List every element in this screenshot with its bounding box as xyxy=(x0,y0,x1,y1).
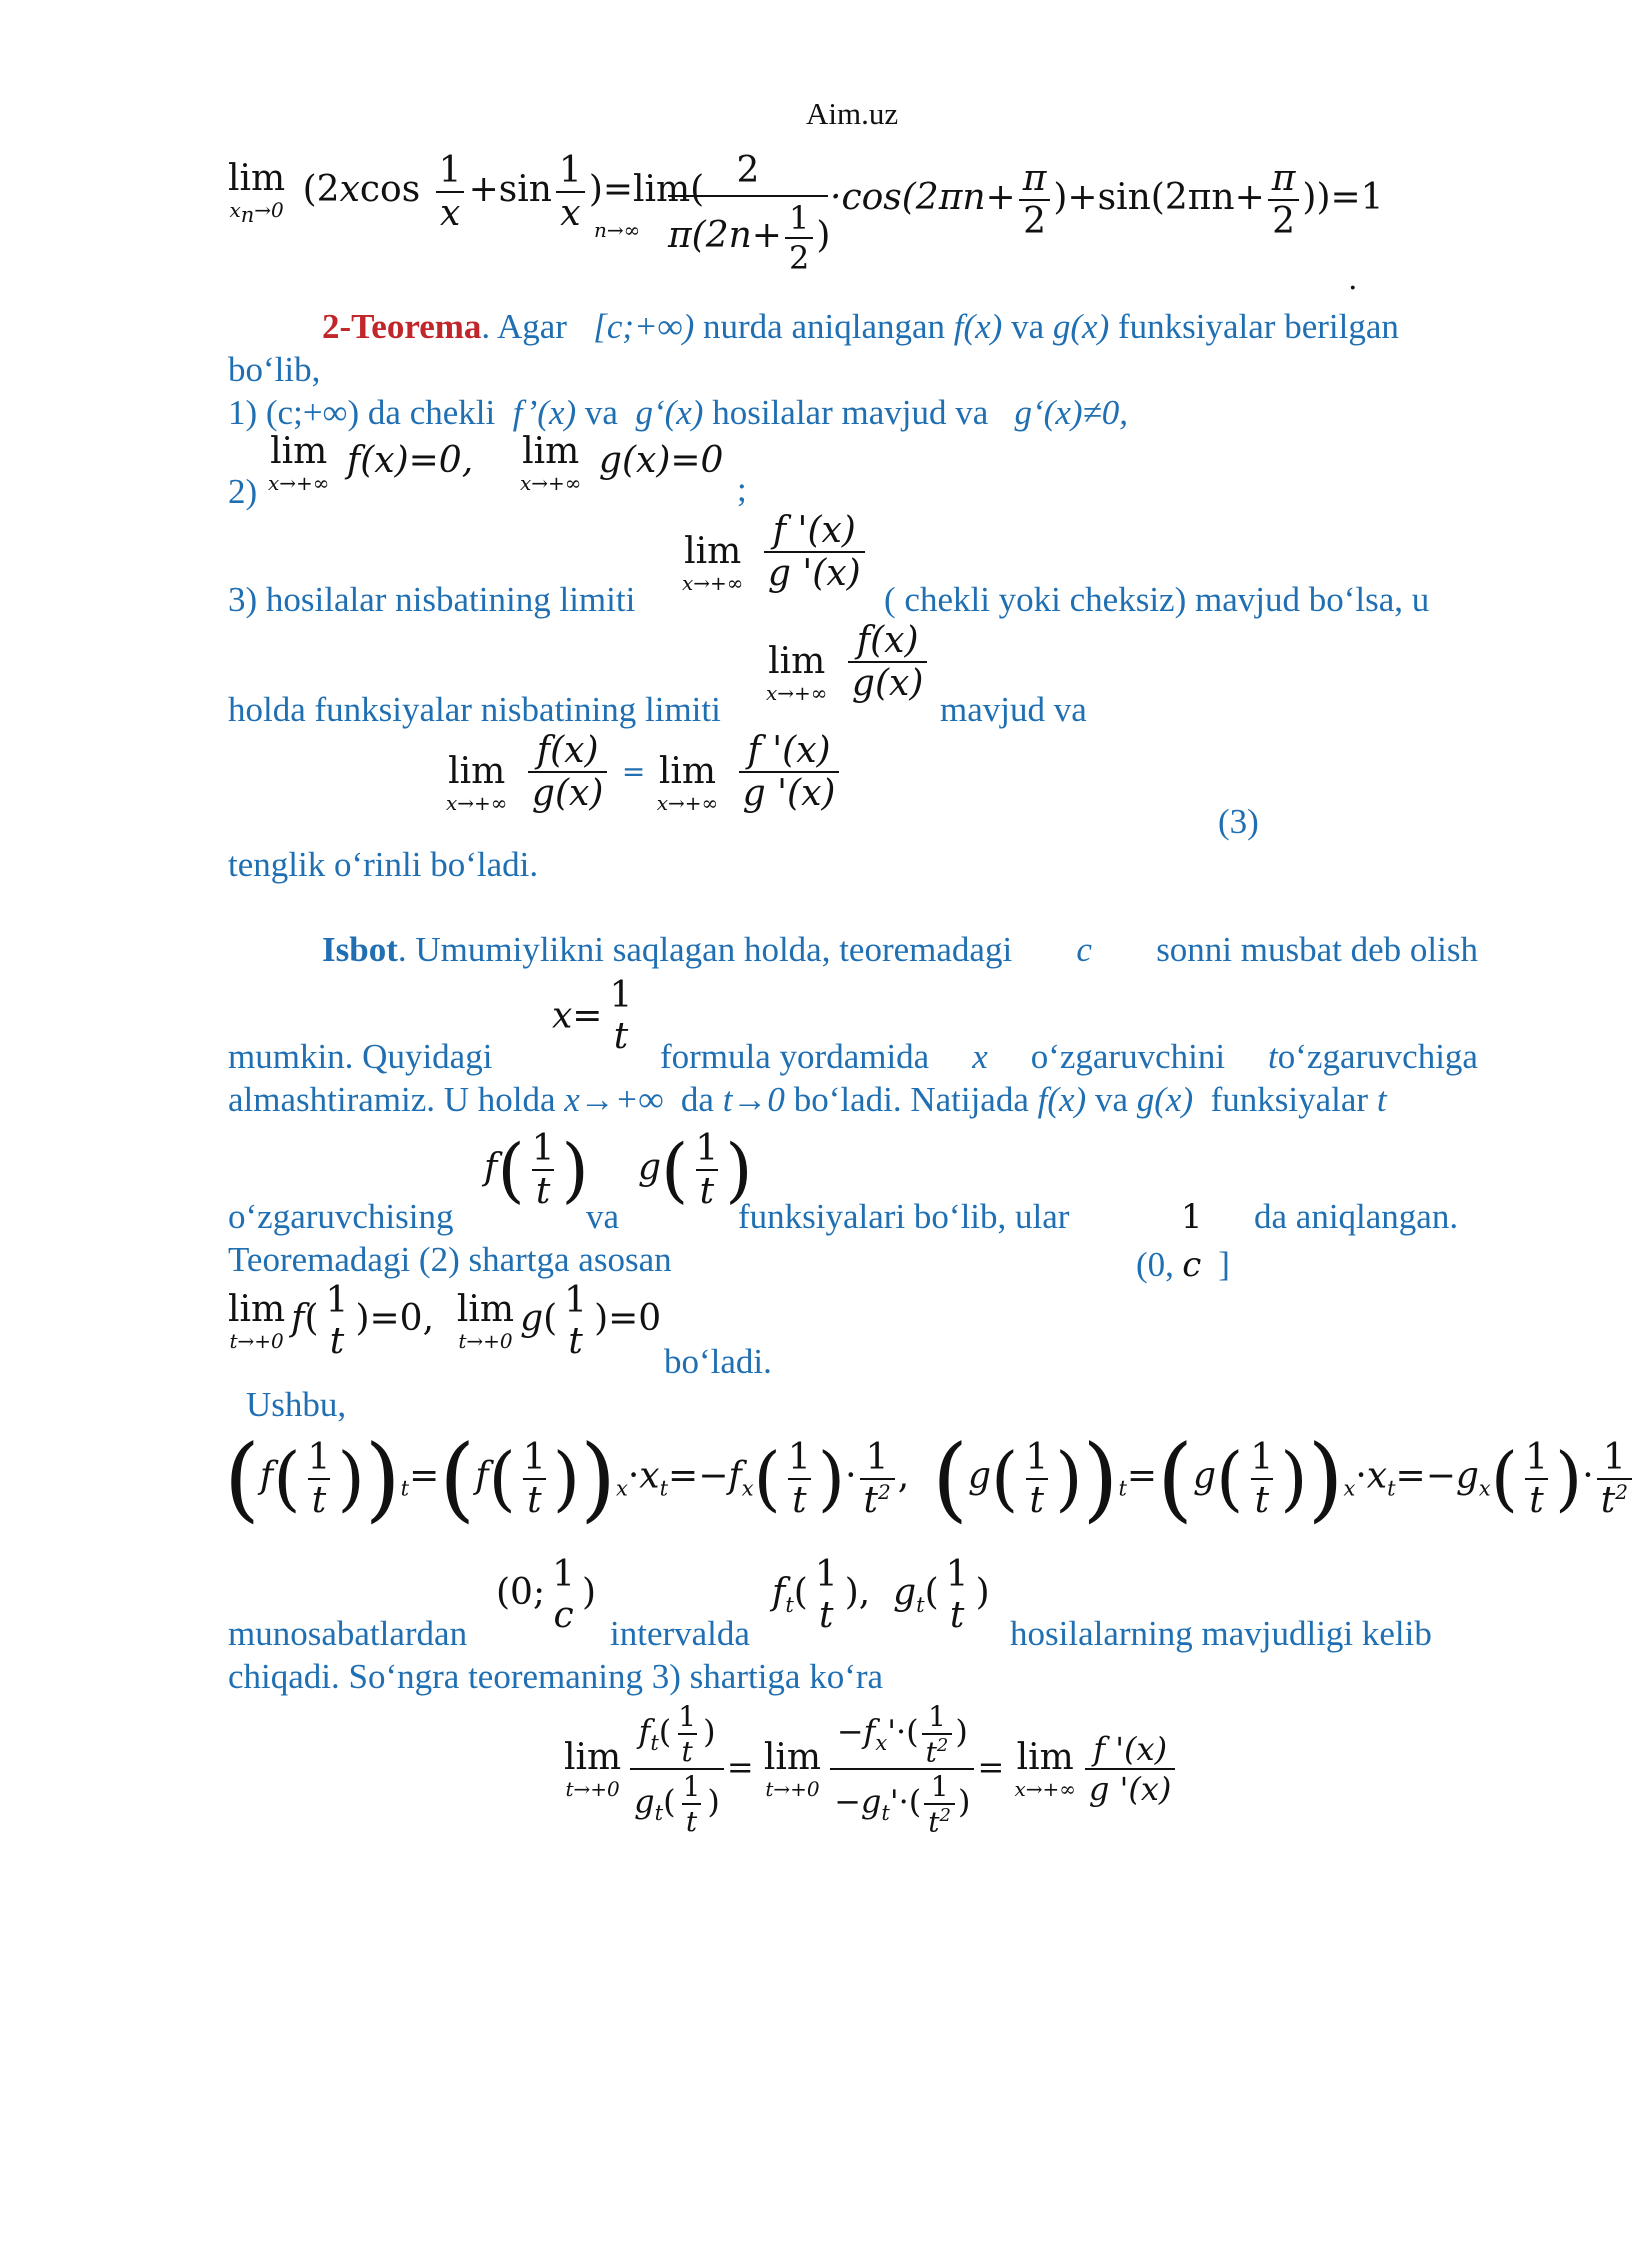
limit-function-ratio: lim x→+∞ $\frac{f(x)}{g(x)}$ xyxy=(766,620,930,704)
proof-line-9: chiqadi. So‘ngra teoremaning 3) shartiga ko‘ra xyxy=(228,1657,884,1696)
g-of-1-over-t: g( $\frac{1}{t}$ ) xyxy=(638,1128,753,1212)
fraction-2-over-pi: 2 π(2n+ $\frac{1}{2}$ ) xyxy=(668,150,831,277)
condition-4-text-a: holda funksiyalar nisbatining limiti xyxy=(228,690,721,729)
theorem-line-2: bo‘lib, xyxy=(228,350,321,389)
substitution-x-equals-1-over-t: x= 1 t xyxy=(552,975,633,1057)
proof-line-5: Teoremadagi (2) shartga asosan xyxy=(228,1240,672,1279)
final-limit-formula: lim t→+0 $f_t$( $\frac{1}{t}$ ) $g_t$( $\frac{1}{t}$ ) = lim t→+0 $-f_x'\cdot$( $\frac{1}{t^2}$ ) $-g_t'\cdot$( $\frac{1}{t^2}$ ) = lim x→+∞ $\frac{f '(x)}{g '(x)}$ xyxy=(564,1700,1178,1839)
proof-line-4a: o‘zgaruvchising xyxy=(228,1197,454,1236)
condition-1: 1) (c;+∞) da chekli f’(x) va g‘(x) hosilalar mavjud va g‘(x)≠0, xyxy=(228,393,1128,432)
theorem-line-1: 2-Teorema. Agar [c;+∞) nurda aniqlangan f(x) va g(x) funksiyalar berilgan xyxy=(322,307,1399,346)
limits-at-zero: lim t→+0 f( 1 t )=0, lim t→+0 g( 1 t )=0 xyxy=(228,1280,662,1362)
lim-operator: lim xn→0 xyxy=(228,157,286,227)
proof-line-2a: mumkin. Quyidagi xyxy=(228,1037,493,1076)
condition-2-formula: lim x→+∞ f(x)=0, xyxy=(268,431,474,495)
proof-title: Isbot xyxy=(322,930,398,969)
limit-derivative-ratio: lim x→+∞ $\frac{f '(x)}{g '(x)}$ xyxy=(682,510,868,594)
theorem-conclusion: tenglik o‘rinli bo‘ladi. xyxy=(228,845,539,884)
derivatives-ft-gt: $f_t$( 1 t ), $g_t$( 1 t ) xyxy=(772,1554,990,1636)
proof-line-4d: da aniqlangan. xyxy=(1254,1197,1459,1236)
site-header: Aim.uz xyxy=(806,96,899,131)
proof-line-7: Ushbu, xyxy=(246,1385,347,1424)
lim-n-subscript: n→∞ xyxy=(594,218,641,242)
condition-2-label: 2) xyxy=(228,472,258,511)
fraction-one-over-x-2: $\frac{1}{x}$ xyxy=(555,150,586,234)
theorem-title: 2-Teorema xyxy=(322,307,482,346)
condition-3-text-b: ( chekli yoki cheksiz) mavjud bo‘lsa, u xyxy=(884,580,1430,619)
interval-0-1-over-c: (0, 1 c ] xyxy=(1136,1197,1230,1285)
formula-cos-sin-part: ·cos(2πn+ $\frac{\pi}{2}$ )+sin(2πn+ $\frac{\pi}{2}$ ))=1 xyxy=(830,158,1384,242)
proof-line-2b: formula yordamida x o‘zgaruvchini to‘zgaruvchiga xyxy=(660,1037,1478,1076)
condition-3-text-a: 3) hosilalar nisbatining limiti xyxy=(228,580,636,619)
proof-line-4b: funksiyalari bo‘lib, ular xyxy=(738,1197,1070,1236)
proof-line-6: bo‘ladi. xyxy=(664,1342,772,1381)
formula-limit-example: lim xn→0 (2xcos $\frac{1}{x}$ +sin $\frac{1}{x}$ )=lim( xyxy=(228,150,705,234)
proof-line-8b: intervalda xyxy=(610,1614,750,1653)
proof-line-8a: munosabatlardan xyxy=(228,1614,468,1653)
condition-2-formula-g: lim x→+∞ g(x)=0 xyxy=(520,431,724,495)
proof-line-4-va: va xyxy=(586,1197,620,1236)
proof-line-3: almashtiramiz. U holda x→+∞ da t→0 bo‘ladi. Natijada f(x) va g(x) funksiyalar t xyxy=(228,1080,1387,1119)
interval-0-to-1-over-c: (0; 1 c ) xyxy=(496,1554,597,1636)
formula-dot: . xyxy=(1348,262,1358,297)
f-of-1-over-t: f( $\frac{1}{t}$ ) xyxy=(484,1128,589,1212)
condition-2-semicolon: ; xyxy=(737,470,747,509)
equation-3: lim x→+∞ $\frac{f(x)}{g(x)}$ = lim x→+∞ $\frac{f '(x)}{g '(x)}$ xyxy=(446,730,842,814)
proof-line-8c: hosilalarning mavjudligi kelib xyxy=(1010,1614,1432,1653)
equation-number: (3) xyxy=(1218,802,1259,841)
condition-4-text-b: mavjud va xyxy=(940,690,1087,729)
derivative-chain-formula: (f( $\frac{1}{t}$ ))$_t=(f$( $\frac{1}{t}$ ))$_x\cdot x_t=-f_x$( $\frac{1}{t}$ )· $\frac{1}{t^2}$ , (g( $\frac{1}{t}$ ))$_t=(g$( $\frac{1}{t}$ ))$_x\cdot x_t=-g_x$( $\frac{1}{t}$ )· $\frac{1}{t^2}$ xyxy=(224,1425,1635,1532)
fraction-one-over-x: $\frac{1}{x}$ xyxy=(435,150,466,234)
proof-line-1: Isbot. Umumiylikni saqlagan holda, teoremadagi c sonni musbat deb olish xyxy=(322,930,1478,969)
